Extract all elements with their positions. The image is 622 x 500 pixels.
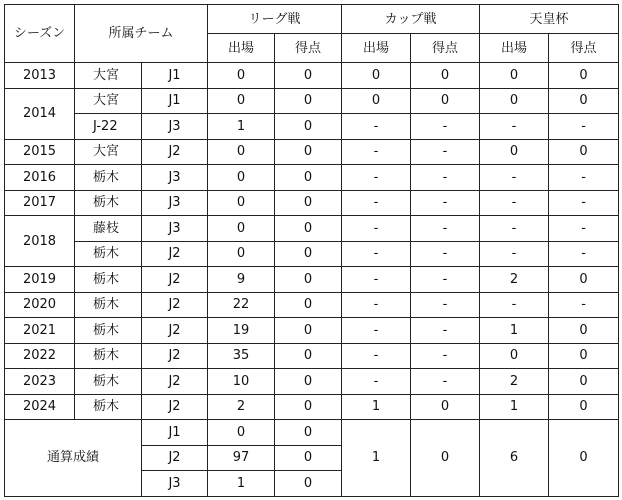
cup-goals-cell: - xyxy=(411,165,480,191)
division-cell: J2 xyxy=(142,318,208,344)
table-row xyxy=(5,343,619,369)
league-goals-cell: 0 xyxy=(275,241,342,267)
header-row-1 xyxy=(5,5,619,34)
division-cell: J2 xyxy=(142,241,208,267)
league-apps-cell: 10 xyxy=(208,369,275,395)
ec-goals-cell: - xyxy=(549,241,619,267)
division-cell: J3 xyxy=(142,190,208,216)
division-cell: J2 xyxy=(142,343,208,369)
table-row xyxy=(5,267,619,293)
totals-division-cell: J2 xyxy=(142,445,208,471)
totals-league-goals-cell: 0 xyxy=(275,420,342,446)
ec-goals-cell: 0 xyxy=(549,394,619,420)
ec-goals-cell: 0 xyxy=(549,343,619,369)
season-cell: 2024 xyxy=(5,394,75,420)
ec-apps-cell: 2 xyxy=(480,369,549,395)
division-cell: J2 xyxy=(142,292,208,318)
league-apps-cell: 0 xyxy=(208,88,275,114)
cup-apps-cell: - xyxy=(342,165,411,191)
ec-apps-cell: - xyxy=(480,114,549,140)
league-goals-cell: 0 xyxy=(275,394,342,420)
league-apps-cell: 1 xyxy=(208,114,275,140)
table-row xyxy=(5,292,619,318)
totals-league-goals-cell: 0 xyxy=(275,445,342,471)
emperors-cup-header: 天皇杯 xyxy=(480,5,619,34)
league-goals-cell: 0 xyxy=(275,369,342,395)
table-row xyxy=(5,165,619,191)
team-cell: J-22 xyxy=(75,114,142,140)
totals-division-cell: J3 xyxy=(142,471,208,497)
season-cell: 2022 xyxy=(5,343,75,369)
league-apps-cell: 0 xyxy=(208,165,275,191)
ec-apps-cell: 2 xyxy=(480,267,549,293)
cup-goals-cell: 0 xyxy=(411,63,480,89)
ec-goals-cell: 0 xyxy=(549,267,619,293)
ec-goals-cell: 0 xyxy=(549,318,619,344)
cup-header: カップ戦 xyxy=(342,5,480,34)
table-row xyxy=(5,394,619,420)
ec-apps-cell: 0 xyxy=(480,343,549,369)
totals-league-apps-cell: 1 xyxy=(208,471,275,497)
season-cell: 2023 xyxy=(5,369,75,395)
league-goals-cell: 0 xyxy=(275,190,342,216)
league-apps-cell: 35 xyxy=(208,343,275,369)
table-row xyxy=(5,318,619,344)
team-cell: 栃木 xyxy=(75,369,142,395)
ec-goals-cell: - xyxy=(549,216,619,242)
ec-goals-cell: 0 xyxy=(549,139,619,165)
division-cell: J2 xyxy=(142,369,208,395)
ec-apps-cell: 0 xyxy=(480,63,549,89)
cup-goals-cell: - xyxy=(411,139,480,165)
cup-apps-cell: - xyxy=(342,190,411,216)
career-stats-table xyxy=(4,4,619,497)
season-cell: 2017 xyxy=(5,190,75,216)
league-apps-cell: 0 xyxy=(208,216,275,242)
cup-apps-cell: - xyxy=(342,318,411,344)
cup-apps-cell: 0 xyxy=(342,88,411,114)
season-header: シーズン xyxy=(5,5,75,63)
cup-goals-cell: - xyxy=(411,318,480,344)
ec-apps-cell: - xyxy=(480,241,549,267)
ec-goals-cell: - xyxy=(549,292,619,318)
league-apps-cell: 0 xyxy=(208,139,275,165)
table-row xyxy=(5,88,619,114)
totals-label: 通算成績 xyxy=(5,420,142,497)
division-cell: J1 xyxy=(142,88,208,114)
ec-goals-cell: - xyxy=(549,114,619,140)
cup-apps-header: 出場 xyxy=(342,34,411,63)
cup-goals-cell: - xyxy=(411,114,480,140)
league-apps-cell: 2 xyxy=(208,394,275,420)
totals-ec-goals-cell: 0 xyxy=(549,420,619,497)
division-cell: J1 xyxy=(142,63,208,89)
ec-goals-cell: 0 xyxy=(549,369,619,395)
season-cell: 2018 xyxy=(5,216,75,267)
cup-goals-header: 得点 xyxy=(411,34,480,63)
stats-body xyxy=(5,63,619,497)
totals-league-goals-cell: 0 xyxy=(275,471,342,497)
ec-apps-cell: - xyxy=(480,190,549,216)
cup-goals-cell: - xyxy=(411,241,480,267)
table-row xyxy=(5,369,619,395)
ec-apps-cell: 1 xyxy=(480,394,549,420)
cup-apps-cell: - xyxy=(342,216,411,242)
league-goals-cell: 0 xyxy=(275,216,342,242)
ec-apps-cell: - xyxy=(480,292,549,318)
division-cell: J3 xyxy=(142,165,208,191)
cup-goals-cell: - xyxy=(411,267,480,293)
league-apps-cell: 22 xyxy=(208,292,275,318)
league-goals-cell: 0 xyxy=(275,318,342,344)
table-row xyxy=(5,63,619,89)
cup-goals-cell: - xyxy=(411,292,480,318)
cup-apps-cell: - xyxy=(342,343,411,369)
cup-apps-cell: - xyxy=(342,292,411,318)
season-cell: 2013 xyxy=(5,63,75,89)
season-cell: 2014 xyxy=(5,88,75,139)
season-cell: 2020 xyxy=(5,292,75,318)
cup-apps-cell: 1 xyxy=(342,394,411,420)
team-cell: 栃木 xyxy=(75,165,142,191)
table-row xyxy=(5,241,619,267)
team-cell: 大宮 xyxy=(75,139,142,165)
cup-apps-cell: - xyxy=(342,241,411,267)
team-cell: 大宮 xyxy=(75,88,142,114)
team-cell: 栃木 xyxy=(75,394,142,420)
season-cell: 2016 xyxy=(5,165,75,191)
ec-goals-cell: 0 xyxy=(549,88,619,114)
ec-apps-cell: - xyxy=(480,216,549,242)
division-cell: J2 xyxy=(142,267,208,293)
totals-league-apps-cell: 0 xyxy=(208,420,275,446)
league-goals-cell: 0 xyxy=(275,267,342,293)
ec-goals-header: 得点 xyxy=(549,34,619,63)
table-row xyxy=(5,139,619,165)
ec-apps-cell: 0 xyxy=(480,139,549,165)
cup-goals-cell: - xyxy=(411,190,480,216)
league-goals-cell: 0 xyxy=(275,292,342,318)
ec-goals-cell: 0 xyxy=(549,63,619,89)
totals-cup-goals-cell: 0 xyxy=(411,420,480,497)
league-goals-cell: 0 xyxy=(275,139,342,165)
totals-division-cell: J1 xyxy=(142,420,208,446)
totals-cup-apps-cell: 1 xyxy=(342,420,411,497)
cup-apps-cell: - xyxy=(342,114,411,140)
division-cell: J3 xyxy=(142,216,208,242)
team-cell: 大宮 xyxy=(75,63,142,89)
team-cell: 藤枝 xyxy=(75,216,142,242)
team-cell: 栃木 xyxy=(75,267,142,293)
cup-apps-cell: - xyxy=(342,369,411,395)
league-goals-cell: 0 xyxy=(275,165,342,191)
cup-apps-cell: - xyxy=(342,139,411,165)
season-cell: 2015 xyxy=(5,139,75,165)
season-cell: 2021 xyxy=(5,318,75,344)
cup-goals-cell: 0 xyxy=(411,88,480,114)
league-apps-cell: 0 xyxy=(208,190,275,216)
ec-apps-header: 出場 xyxy=(480,34,549,63)
cup-goals-cell: - xyxy=(411,369,480,395)
totals-league-apps-cell: 97 xyxy=(208,445,275,471)
league-apps-cell: 19 xyxy=(208,318,275,344)
team-cell: 栃木 xyxy=(75,190,142,216)
team-cell: 栃木 xyxy=(75,241,142,267)
team-cell: 栃木 xyxy=(75,292,142,318)
league-goals-cell: 0 xyxy=(275,343,342,369)
team-cell: 栃木 xyxy=(75,343,142,369)
cup-apps-cell: 0 xyxy=(342,63,411,89)
totals-row xyxy=(5,420,619,446)
season-cell: 2019 xyxy=(5,267,75,293)
team-header: 所属チーム xyxy=(75,5,208,63)
ec-apps-cell: 1 xyxy=(480,318,549,344)
cup-goals-cell: - xyxy=(411,216,480,242)
league-apps-header: 出場 xyxy=(208,34,275,63)
league-goals-cell: 0 xyxy=(275,114,342,140)
table-row xyxy=(5,114,619,140)
league-apps-cell: 9 xyxy=(208,267,275,293)
division-cell: J2 xyxy=(142,394,208,420)
table-row xyxy=(5,190,619,216)
ec-apps-cell: - xyxy=(480,165,549,191)
league-header: リーグ戦 xyxy=(208,5,342,34)
league-goals-header: 得点 xyxy=(275,34,342,63)
ec-apps-cell: 0 xyxy=(480,88,549,114)
cup-apps-cell: - xyxy=(342,267,411,293)
ec-goals-cell: - xyxy=(549,190,619,216)
league-goals-cell: 0 xyxy=(275,63,342,89)
ec-goals-cell: - xyxy=(549,165,619,191)
table-row xyxy=(5,216,619,242)
team-cell: 栃木 xyxy=(75,318,142,344)
league-goals-cell: 0 xyxy=(275,88,342,114)
cup-goals-cell: 0 xyxy=(411,394,480,420)
division-cell: J3 xyxy=(142,114,208,140)
division-cell: J2 xyxy=(142,139,208,165)
cup-goals-cell: - xyxy=(411,343,480,369)
totals-ec-apps-cell: 6 xyxy=(480,420,549,497)
league-apps-cell: 0 xyxy=(208,241,275,267)
league-apps-cell: 0 xyxy=(208,63,275,89)
